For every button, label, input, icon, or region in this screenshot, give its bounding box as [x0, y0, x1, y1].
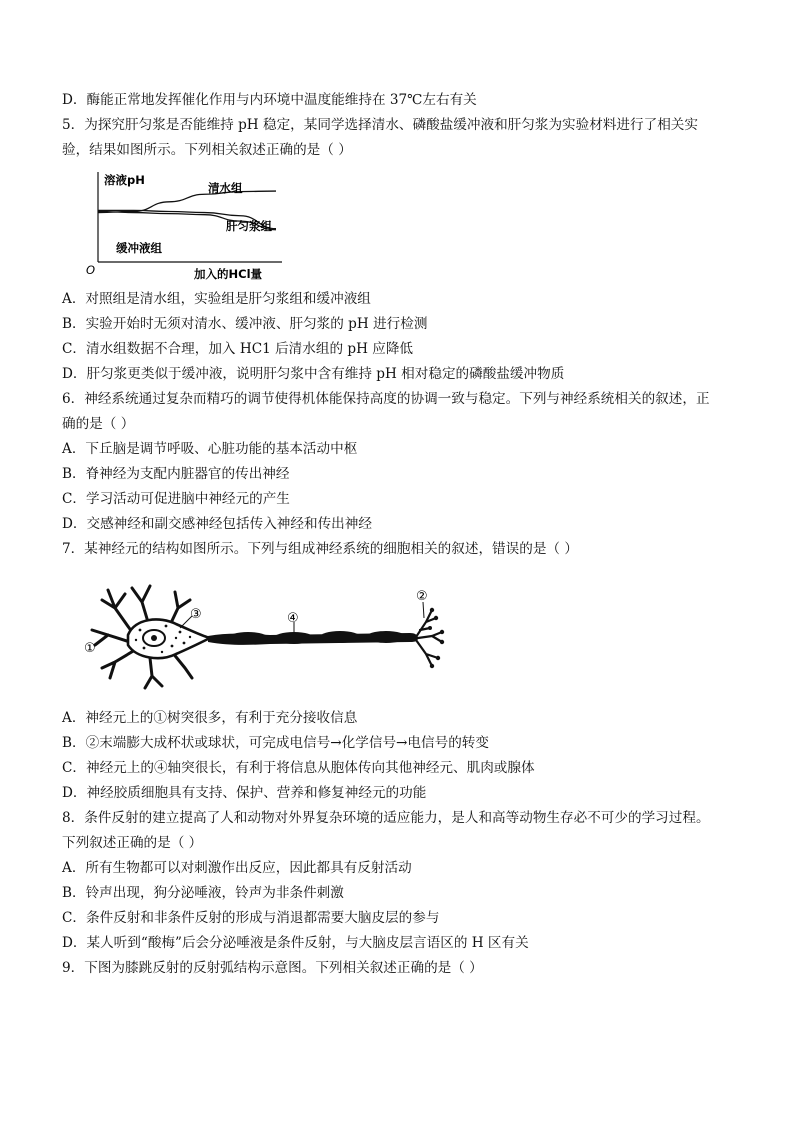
- series-label-0: 清水组: [208, 181, 243, 195]
- q4-option-d: D．酶能正常地发挥催化作用与内环境中温度能维持在 37℃左右有关: [62, 92, 477, 108]
- cell-body: [128, 619, 210, 658]
- y-axis-label: 溶液pH: [104, 173, 145, 187]
- q7-option-b: B．②末端膨大成杯状或球状，可完成电信号→化学信号→电信号的转变: [62, 735, 489, 751]
- q5-option-a: A．对照组是清水组，实验组是肝匀浆组和缓冲液组: [62, 291, 371, 307]
- q5-stem-line1: 5．为探究肝匀浆是否能维持 pH 稳定，某同学选择清水、磷酸盐缓冲液和肝匀浆为实验材料进行了相关实: [62, 117, 698, 133]
- q6-option-d: D．交感神经和副交感神经包括传入神经和传出神经: [62, 516, 372, 532]
- q5-option-b: B．实验开始时无须对清水、缓冲液、肝匀浆的 pH 进行检测: [62, 316, 428, 332]
- neuron-diagram: [80, 580, 450, 698]
- label-1: ①: [84, 641, 96, 656]
- label-4: ④: [287, 611, 299, 626]
- q7-option-c: C．神经元上的④轴突很长，有利于将信息从胞体传向其他神经元、肌肉或腺体: [62, 760, 535, 776]
- label-leaders: [180, 602, 424, 633]
- ph-chart-labels: [86, 173, 272, 281]
- q7-option-a: A．神经元上的①树突很多，有利于充分接收信息: [62, 710, 358, 726]
- nucleolus: [151, 635, 157, 641]
- series-label-2: 缓冲液组: [116, 241, 162, 255]
- q8-option-d: D．某人听到“酸梅”后会分泌唾液是条件反射，与大脑皮层言语区的 H 区有关: [62, 935, 529, 951]
- q8-stem-line2: 下列叙述正确的是（ ）: [62, 835, 203, 851]
- q6-option-a: A．下丘脑是调节呼吸、心脏功能的基本活动中枢: [62, 441, 358, 457]
- q6-stem-line2: 确的是（ ）: [62, 416, 135, 432]
- q7-stem: 7．某神经元的结构如图所示。下列与组成神经系统的细胞相关的叙述，错误的是（ ）: [62, 541, 578, 557]
- q6-option-b: B．脊神经为支配内脏器官的传出神经: [62, 466, 290, 482]
- x-axis-label: 加入的HCl量: [194, 267, 263, 281]
- q8-stem-line1: 8．条件反射的建立提高了人和动物对外界复杂环境的适应能力，是人和高等动物生存必不可少的学习过程。: [62, 810, 710, 826]
- q8-option-c: C．条件反射和非条件反射的形成与消退都需要大脑皮层的参与: [62, 910, 440, 926]
- ph-chart: [82, 170, 292, 282]
- series-line-0: [98, 191, 276, 213]
- label-3: ③: [190, 607, 202, 622]
- origin-label: O: [86, 263, 96, 277]
- q8-option-b: B．铃声出现，狗分泌唾液，铃声为非条件刺激: [62, 885, 344, 901]
- q6-stem-line1: 6．神经系统通过复杂而精巧的调节使得机体能保持高度的协调一致与稳定。下列与神经系统相关的叙述，正: [62, 391, 710, 407]
- q7-option-d: D．神经胶质细胞具有支持、保护、营养和修复神经元的功能: [62, 785, 427, 801]
- q6-option-c: C．学习活动可促进脑中神经元的产生: [62, 491, 290, 507]
- label-2: ②: [416, 589, 428, 604]
- q5-stem-line2: 验，结果如图所示。下列相关叙述正确的是（ ）: [62, 142, 352, 158]
- q5-option-d: D．肝匀浆更类似于缓冲液，说明肝匀浆中含有维持 pH 相对稳定的磷酸盐缓冲物质: [62, 366, 565, 382]
- series-label-1: 肝匀浆组: [226, 219, 272, 233]
- q8-option-a: A．所有生物都可以对刺激作出反应，因此都具有反射活动: [62, 860, 412, 876]
- q5-option-c: C．清水组数据不合理，加入 HC1 后清水组的 pH 应降低: [62, 341, 414, 357]
- q9-stem: 9．下图为膝跳反射的反射弧结构示意图。下列相关叙述正确的是（ ）: [62, 960, 483, 976]
